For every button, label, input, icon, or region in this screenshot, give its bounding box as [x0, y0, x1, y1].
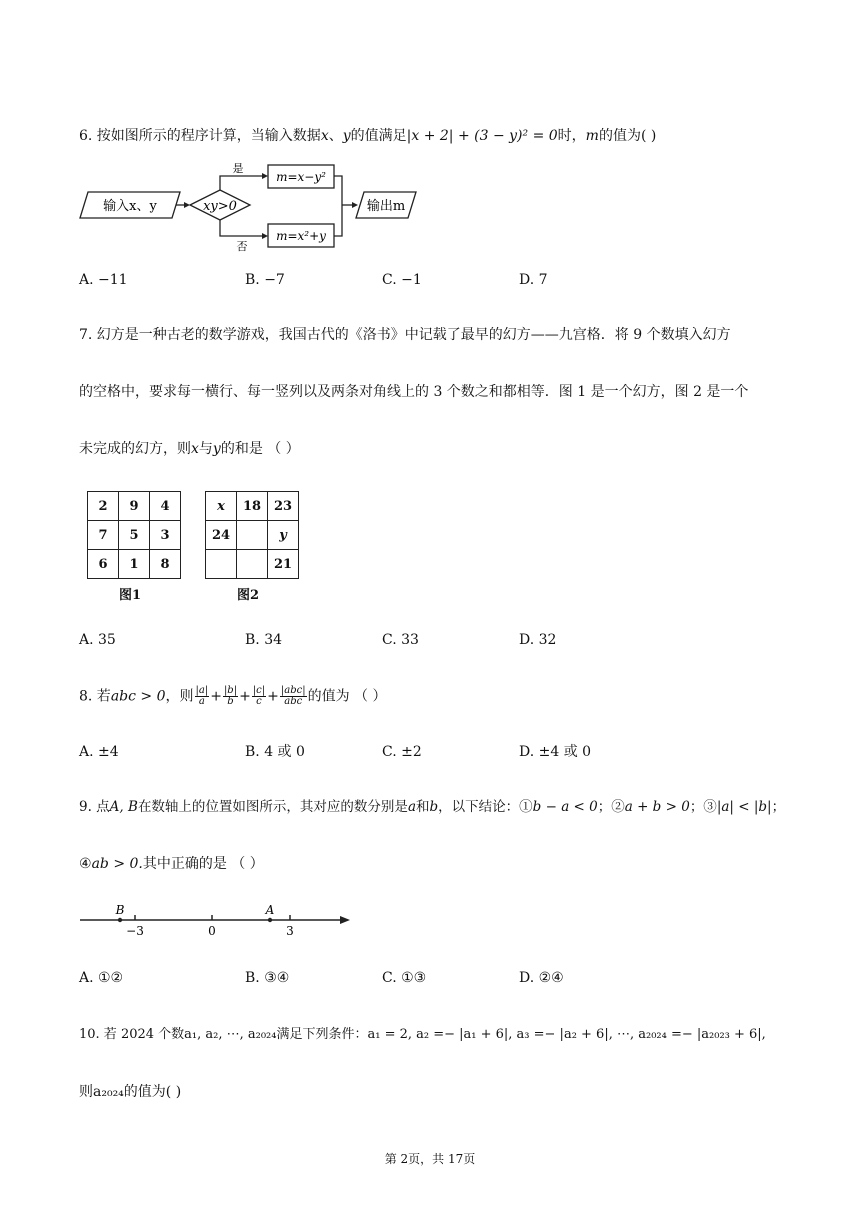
flow-branch-no: m=x²+y: [276, 229, 326, 243]
q6-flowchart: [76, 160, 426, 252]
page-footer: 第 2页，共 17页: [384, 1152, 476, 1166]
q7-stem-line2: 的空格中，要求每一横行、每一竖列以及两条对角线上的 3 个数之和都相等．图 1 是一个幻方，图 2 是一个: [79, 384, 749, 400]
q7-figure2-caption: 图2: [237, 588, 260, 603]
q9-option-c: C. ①③: [382, 970, 427, 986]
q9-number-line: [78, 900, 358, 940]
flow-no-label: 否: [236, 240, 248, 252]
q8-stem: 8. 若abc > 0，则 $\frac{|a|}{a}$ + $\frac{|b|}{b}$ + $\frac{|c|}{c}$ + $\frac{\text{|abc|}}{\text{abc}}$ 的值为 （ ）: [79, 685, 387, 707]
tick-label-0: 0: [208, 924, 216, 938]
q7-option-b: B. 34: [245, 632, 283, 648]
flow-yes-label: 是: [232, 162, 244, 175]
q7-stem-line3: 未完成的幻方，则x与y的和是 （ ）: [79, 441, 300, 457]
q7-option-d: D. 32: [519, 632, 557, 648]
flow-decision-label: xy>0: [203, 199, 237, 214]
q10-stem-line2: 则a₂₀₂₄的值为( ): [79, 1084, 182, 1100]
tick-label-neg3: −3: [126, 924, 144, 938]
q9-option-d: D. ②④: [519, 970, 564, 986]
tick-label-3: 3: [286, 924, 294, 938]
q6-option-c: C. −1: [382, 272, 422, 288]
q9-option-b: B. ③④: [245, 970, 290, 986]
q10-stem-line1: 10. 若 2024 个数a₁, a₂, ⋯, a₂₀₂₄满足下列条件：a₁ = 2, a₂ =− |a₁ + 6|, a₃ =− |a₂ + 6|, ⋯, a₂₀₂₄ =− |a₂₀₂₃ + 6|,: [79, 1027, 766, 1042]
flow-output-label: 输出m: [366, 199, 406, 214]
q8-option-d: D. ±4 或 0: [519, 744, 592, 760]
q9-stem-line2: ④ab > 0.其中正确的是 （ ）: [79, 856, 264, 872]
flow-branch-yes: m=x−y²: [276, 170, 326, 184]
q7-option-a: A. 35: [79, 632, 116, 648]
q6-option-d: D. 7: [519, 272, 548, 288]
q9-stem-line1: 9. 点A, B在数轴上的位置如图所示，其对应的数分别是a和b，以下结论：①b − a < 0；②a + b > 0；③|a| < |b|；: [79, 799, 786, 815]
q9-option-a: A. ①②: [79, 970, 124, 986]
q6-option-b: B. −7: [245, 272, 285, 288]
point-b-label: B: [115, 903, 125, 917]
q8-option-b: B. 4 或 0: [245, 744, 305, 760]
q7-stem-line1: 7. 幻方是一种古老的数学游戏，我国古代的《洛书》中记载了最早的幻方——九宫格．将 9 个数填入幻方: [79, 327, 731, 343]
q6-stem: 6. 按如图所示的程序计算，当输入数据x、y的值满足|x + 2| + (3 − y)² = 0时，m的值为( ): [79, 128, 657, 144]
q7-option-c: C. 33: [382, 632, 419, 648]
q8-option-a: A. ±4: [79, 744, 119, 760]
point-a-label: A: [265, 903, 275, 917]
q6-option-a: A. −11: [79, 272, 128, 288]
q7-figure1-caption: 图1: [119, 588, 142, 603]
q8-option-c: C. ±2: [382, 744, 422, 760]
q7-figure1-grid: 2 9 4 7 5 3 6 1 8: [87, 491, 181, 579]
q7-figure2-grid: x 18 23 24 y 21: [205, 491, 299, 579]
flow-input-label: 输入x、y: [103, 199, 157, 214]
